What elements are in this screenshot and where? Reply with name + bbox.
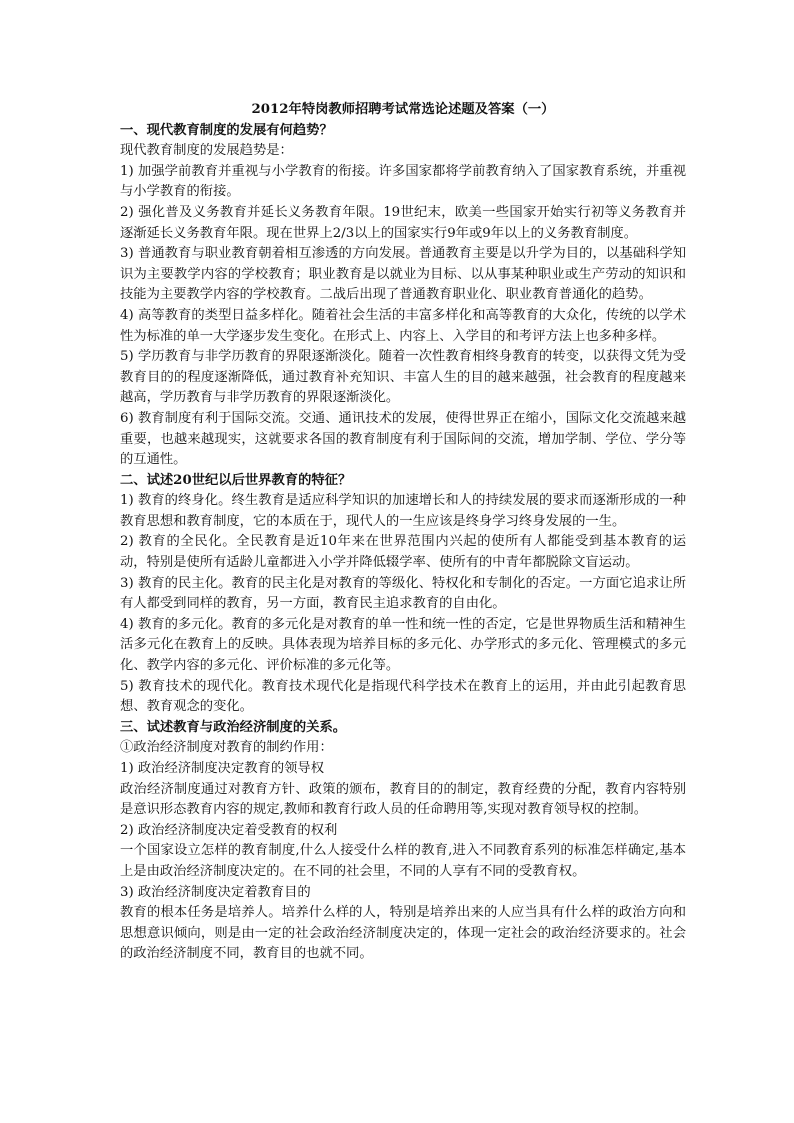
section-heading: 三、试述教育与政治经济制度的关系。	[120, 719, 347, 735]
paragraph: 政治经济制度通过对教育方针、政策的颁布，教育目的的制定，教育经费的分配，教育内容特别是意识形态教育内容的规定,教师和教育行政人员的任命聘用等,实现对教育领导权的控制。	[120, 781, 686, 818]
paragraph: 6) 教育制度有利于国际交流。交通、通讯技术的发展，使得世界正在缩小，国际文化交流越来越重要，也越来越现实，这就要求各国的教育制度有利于国际间的交流，增加学制、学位、学分等的互通性。	[120, 410, 686, 468]
paragraph: 2) 政治经济制度决定着受教育的权利	[120, 822, 338, 838]
section-1	[120, 121, 686, 471]
paragraph: 2) 强化普及义务教育并延长义务教育年限。19世纪末，欧美一些国家开始实行初等义务教育并逐渐延长义务教育年限。现在世界上2/3以上的国家实行9年或9年以上的义务教育制度。	[120, 204, 686, 241]
paragraph: 4) 高等教育的类型日益多样化。随着社会生活的丰富多样化和高等教育的大众化，传统的以学术性为标准的单一大学逐步发生变化。在形式上、内容上、入学目的和考评方法上也多种多样。	[120, 307, 686, 344]
paragraph: 1) 加强学前教育并重视与小学教育的衔接。许多国家都将学前教育纳入了国家教育系统，并重视与小学教育的衔接。	[120, 163, 686, 200]
paragraph: ①政治经济制度对教育的制约作用：	[120, 740, 333, 756]
document-page	[120, 100, 686, 965]
paragraph: 3) 教育的民主化。教育的民主化是对教育的等级化、特权化和专制化的否定。一方面它追求让所有人都受到同样的教育，另一方面，教育民主追求教育的自由化。	[120, 575, 686, 612]
document-title: 2012年特岗教师招聘考试常选论述题及答案（一）	[251, 102, 555, 117]
paragraph: 3) 普通教育与职业教育朝着相互渗透的方向发展。普通教育主要是以升学为目的，以基础科学知识为主要教学内容的学校教育；职业教育是以就业为目标、以从事某种职业或生产劳动的知识和技能为主要教学内容的学校教育。二战后出现了普通教育职业化、职业教育普通化的趋势。	[120, 246, 686, 303]
paragraph: 5) 学历教育与非学历教育的界限逐渐淡化。随着一次性教育相终身教育的转变，以获得文凭为受教育目的的程度逐渐降低，通过教育补充知识、丰富人生的目的越来越强，社会教育的程度越来越高，学历教育与非学历教育的界限逐渐淡化。	[120, 349, 686, 406]
paragraph: 5) 教育技术的现代化。教育技术现代化是指现代科学技术在教育上的运用，并由此引起教育思想、教育观念的变化。	[120, 678, 686, 715]
section-heading: 一、现代教育制度的发展有何趋势？	[120, 122, 333, 138]
section-3	[120, 718, 686, 965]
paragraph: 1) 政治经济制度决定教育的领导权	[120, 761, 325, 776]
paragraph: 一个国家设立怎样的教育制度,什么人接受什么样的教育,进入不同教育系列的标准怎样确定,基本上是由政治经济制度决定的。在不同的社会里，不同的人享有不同的受教育权。	[120, 843, 686, 879]
paragraph: 3) 政治经济制度决定着教育目的	[120, 884, 311, 900]
paragraph: 现代教育制度的发展趋势是：	[120, 143, 293, 159]
section-2	[120, 471, 686, 718]
section-heading: 二、试述20世纪以后世界教育的特征？	[120, 472, 352, 488]
paragraph: 4) 教育的多元化。教育的多元化是对教育的单一性和统一性的否定，它是世界物质生活和精神生活多元化在教育上的反映。具体表现为培养目标的多元化、办学形式的多元化、管理模式的多元化、教学内容的多元化、评价标准的多元化等。	[120, 616, 686, 674]
paragraph: 教育的根本任务是培养人。培养什么样的人，特别是培养出来的人应当具有什么样的政治方向和思想意识倾向，则是由一定的社会政治经济制度决定的，体现一定社会的政治经济要求的。社会的政治经济制度不同，教育目的也就不同。	[120, 905, 686, 962]
paragraph: 1) 教育的终身化。终生教育是适应科学知识的加速增长和人的持续发展的要求而逐渐形成的一种教育思想和教育制度，它的本质在于，现代人的一生应该是终身学习终身发展的一生。	[120, 493, 686, 529]
paragraph: 2) 教育的全民化。全民教育是近10年来在世界范围内兴起的使所有人都能受到基本教育的运动，特别是使所有适龄儿童都进入小学并降低辍学率、使所有的中青年都脱除文盲运动。	[120, 534, 686, 571]
